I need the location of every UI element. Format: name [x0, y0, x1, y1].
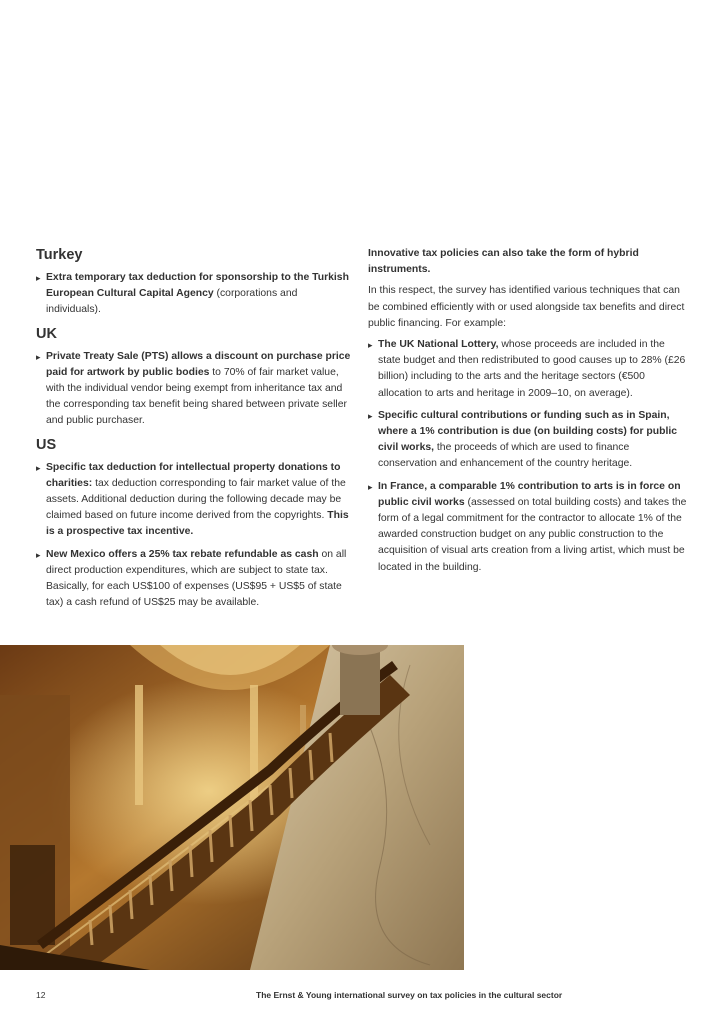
heading-uk: UK — [36, 325, 57, 342]
left-column — [36, 246, 354, 617]
intro-bold-paragraph — [368, 246, 690, 278]
item-text: the proceeds of which are used to finance conservation and enhancement of the country heritage. — [378, 442, 633, 470]
item-bold-suffix: This is a prospective tax incentive. — [46, 510, 349, 538]
list-item — [36, 460, 354, 541]
item-text: whose proceeds are included in the state budget and then redistributed to good causes up to 28% (£26 billion) including to the arts and the heritage sectors (€500 allocation to arts and heritage in 2009–10, on average). — [378, 339, 686, 399]
item-text: to 70% of fair market value, with the individual vendor being exempt from inheritance tax and the corresponding tax benefit being shared between private seller and public purchaser. — [46, 366, 347, 427]
list-item — [368, 479, 690, 576]
list-item — [368, 337, 690, 402]
heading-turkey: Turkey — [36, 247, 83, 263]
list-item — [36, 270, 354, 319]
examples-list — [368, 337, 690, 576]
intro-bold: Innovative tax policies can also take the form of hybrid instruments. — [368, 248, 639, 276]
item-bold: Extra temporary tax deduction for sponsorship to the Turkish European Cultural Capital Agency — [46, 272, 349, 300]
right-column — [368, 246, 690, 582]
item-bold: The UK National Lottery, — [378, 339, 499, 351]
item-text: (corporations and individuals). — [46, 288, 298, 316]
item-bold: New Mexico offers a 25% tax rebate refundable as cash — [46, 548, 319, 560]
list-item — [36, 349, 354, 430]
item-bold: In France, a comparable 1% contribution to arts is in force on public civil works — [378, 480, 681, 508]
us-list — [36, 460, 354, 612]
intro-paragraph: In this respect, the survey has identified various techniques that can be combined efficiently with or used alongside tax benefits and direct public financing. For example: — [368, 285, 685, 329]
item-bold: Specific cultural contributions or funding such as in Spain, where a 1% contribution is due (on building costs) for public civil works, — [378, 409, 678, 454]
list-item — [368, 408, 690, 473]
footer-title: The Ernst & Young international survey on tax policies in the cultural sector — [256, 990, 563, 1000]
item-text: on all direct production expenditures, which are subject to state tax. Basically, for each US$100 of expenses (US$95 + US$5 of state tax) a cash refund of US$25 may be available. — [46, 548, 347, 609]
page-number: 12 — [36, 990, 46, 1000]
turkey-list — [36, 270, 354, 319]
list-item — [36, 547, 354, 612]
item-bold: Private Treaty Sale (PTS) allows a discount on purchase price paid for artwork by public bodies — [46, 350, 351, 378]
item-bold: Specific tax deduction for intellectual property donations to charities: — [46, 461, 341, 489]
uk-list — [36, 349, 354, 430]
item-text: tax deduction corresponding to fair market value of the assets. Additional deduction during the following decade may be claimed based on future income derived from the copyrights. — [46, 477, 346, 522]
heading-us: US — [36, 436, 57, 453]
item-text: (assessed on total building costs) and takes the form of a legal commitment for the contractor to allocate 1% of the awarded construction budget on any public construction to the acquisition of visual arts creation from a living artist, which must be located in the building. — [378, 496, 687, 573]
staircase-photo — [0, 645, 464, 970]
